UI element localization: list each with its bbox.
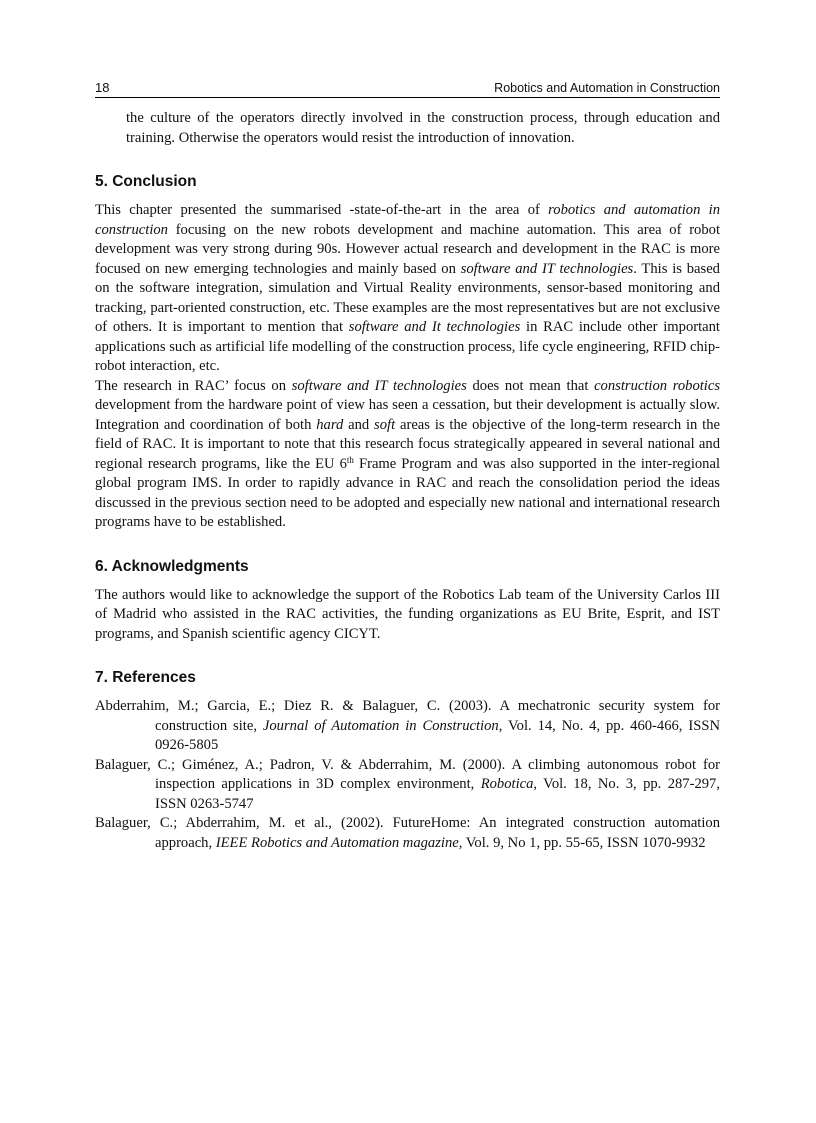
text-run: . This is based on the software integration, simulation and Virtual Reality environments, sensor-based monitoring and tracking, part-oriented construction, etc. These examples are the most representatives but are not exclusive of others. It is important to mention that — [95, 260, 720, 335]
text-run: This chapter presented the summarised -state-of-the-art in the area of — [95, 202, 549, 218]
emphasis: software and It technologies — [348, 319, 521, 335]
references-heading: 7. References — [95, 669, 196, 686]
emphasis: Journal of Automation in Construction — [262, 717, 499, 734]
conclusion-section — [95, 172, 720, 533]
text-run: does not mean that — [466, 377, 595, 394]
emphasis: software and IT technologies — [460, 260, 634, 277]
reference-item — [95, 697, 720, 756]
superscript: th — [346, 454, 354, 465]
emphasis: soft — [374, 416, 396, 433]
text-run: Vol. 9, No 1, pp. 55-65, ISSN 1070-9932 — [462, 834, 706, 851]
page-number: 18 — [95, 80, 110, 95]
continued-paragraph — [95, 109, 720, 148]
reference-item — [95, 814, 720, 853]
text-run: The research in RAC’ focus on — [95, 377, 292, 394]
emphasis: construction robotics — [594, 377, 721, 394]
text-run: Vol. 18, No. 3, pp. 287-297, ISSN 0263-5747 — [155, 776, 720, 812]
conclusion-paragraph-1 — [95, 201, 720, 377]
conclusion-paragraph-2 — [95, 377, 720, 533]
acknowledgments-text: The authors would like to acknowledge the support of the Robotics Lab team of the University Carlos III of Madrid who assisted in the RAC activities, the funding organizations as EU Brite, Esprit, and IST programs, and Spanish scientific agency CICYT. — [95, 586, 720, 642]
emphasis: hard — [316, 416, 344, 433]
emphasis: software and IT technologies — [291, 377, 467, 394]
reference-item — [95, 756, 720, 815]
text-run: focusing on the new robots development and machine automation. This area of robot development was very strong during 90s. However actual research and development in the RAC is more focused on new emerging technologies and mainly based on — [95, 221, 720, 277]
text-run: and — [343, 416, 375, 433]
running-title: Robotics and Automation in Construction — [494, 81, 720, 95]
continued-text: the culture of the operators directly involved in the construction process, through education and training. Otherwise the operators would resist the introduction of innovation. — [126, 110, 720, 146]
emphasis: Robotica, — [480, 776, 538, 792]
page — [95, 80, 720, 853]
text-run: development from the hardware point of view has seen a cessation, but their development is actually slow. Integration and coordination of both — [95, 397, 720, 433]
acknowledgments-heading: 6. Acknowledgments — [95, 557, 249, 575]
text-run: Abderrahim, M.; Garcia, E.; Diez R. & Balaguer, C. (2003). A mechatronic security system for construction site, — [95, 698, 720, 734]
text-run: Frame Program and was also supported in the inter-regional global program IMS. In order to rapidly advance in RAC and reach the consolidation period the ideas discussed in the previous section need to be adopted and especially new national and international research programs have to be established. — [95, 455, 721, 530]
conclusion-heading: 5. Conclusion — [95, 173, 197, 190]
running-header — [95, 80, 720, 98]
text-run: in RAC include other important applications such as artificial life modelling of the construction process, life cycle engineering, RFID chip-robot interaction, etc. — [95, 319, 720, 374]
text-run: areas is the objective of the long-term research in the field of RAC. It is important to note that this research focus strategically appeared in several national and regional research programs, like the EU 6 — [95, 416, 721, 472]
references-section — [95, 668, 720, 853]
emphasis: robotics and automation in construction — [95, 202, 720, 238]
acknowledgments-section — [95, 557, 720, 645]
text-run: Balaguer, C.; Abderrahim, M. et al., (2002). FutureHome: An integrated construction automation approach, — [95, 815, 720, 851]
emphasis: IEEE Robotics and Automation magazine, — [215, 834, 463, 851]
text-run: , Vol. 14, No. 4, pp. 460-466, ISSN 0926-5805 — [155, 717, 720, 753]
text-run: Balaguer, C.; Giménez, A.; Padron, V. & Abderrahim, M. (2000). A climbing autonomous robot for inspection applications in 3D complex environment, — [95, 756, 720, 792]
